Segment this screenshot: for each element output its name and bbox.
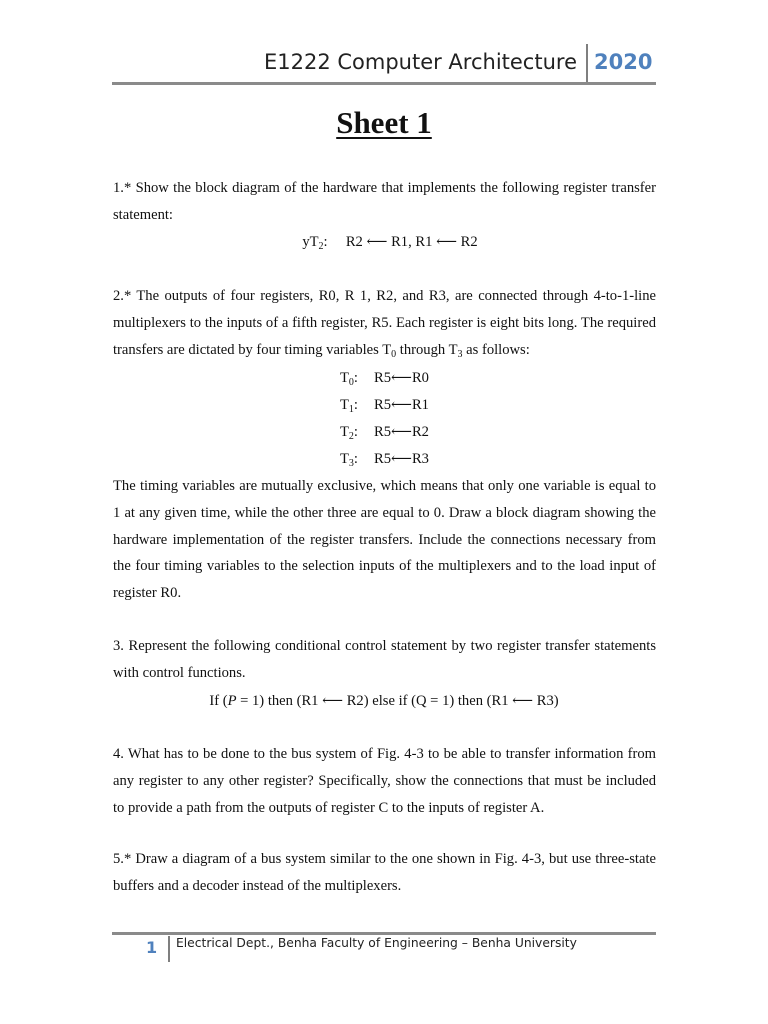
transfer-sub: 2 [348,431,354,442]
course-year: 2020 [594,50,653,74]
cond-rest: = 1) then (R1 ⟵ R2) else if (Q = 1) then (R1 ⟵ R3) [236,693,559,709]
sheet-title: Sheet 1 [336,105,432,140]
course-title: E1222 Computer Architecture [263,50,577,74]
transfer-var: T [340,397,349,413]
question-5-text: 5.* Draw a diagram of a bus system similar to the one shown in Fig. 4-3, but use three-state buffers and a decoder instead of the multiplexers. [113,851,656,894]
q2-var-b-sub: 3 [457,348,463,360]
transfer-t3: $T_3$: R5⟵R3 [340,451,429,469]
transfer-sub: 1 [348,404,354,415]
q2-intro-mid: through [396,341,449,358]
footer-rule [112,932,656,935]
transfer-t0: $T_0$: R5⟵R0 [340,370,429,388]
equation-prefix: yT [302,234,319,250]
footer-divider [168,936,170,962]
question-3-condition [0,688,768,714]
transfer-var: T [340,451,349,467]
q2-var-a-sub: 0 [391,348,397,360]
header-rule [112,82,656,85]
q2-var-b: T [448,341,458,358]
q2-intro-a: 2.* The outputs of four registers, R0, R 1, R2, and R3, are connected through 4-to-1-line multiplexers to the inputs of a fifth register, R5. Each register is eight bits long. The required transfers are dictated by four timing variables [113,288,656,358]
q2-intro-end: as follows: [462,341,530,358]
question-1-text: 1.* Show the block diagram of the hardware that implements the following register transfer statement: [113,180,656,223]
question-2-intro [113,283,656,363]
transfer-var: T [340,424,349,440]
q2-var-a: T [382,341,392,358]
page-number: 1 [146,938,158,957]
footer-affiliation: Electrical Dept., Benha Faculty of Engineering – Benha University [176,936,577,950]
cond-var: P [227,693,237,709]
transfer-statement: R5⟵R3 [374,451,429,467]
equation-body: : R2 ⟵ R1, R1 ⟵ R2 [323,234,478,250]
question-3-text: 3. Represent the following conditional control statement by two register transfer statements with control functions. [113,638,656,681]
equation-subscript: 2 [318,241,324,252]
transfer-var: T [340,370,349,386]
transfer-sub: 3 [348,458,354,469]
question-1-equation [0,229,768,255]
transfer-statement: R5⟵R2 [374,424,429,440]
cond-if: If ( [209,693,228,709]
transfer-statement: R5⟵R0 [374,370,429,386]
transfer-statement: R5⟵R1 [374,397,429,413]
transfer-t2: $T_2$: R5⟵R2 [340,424,429,442]
question-4-text: 4. What has to be done to the bus system of Fig. 4-3 to be able to transfer information from any register to any other register? Specifically, show the connections that must be included to provide a path from the outputs of register C to the inputs of register A. [113,746,656,816]
transfer-t1: $T_1$: R5⟵R1 [340,397,429,415]
header-divider [586,44,588,82]
question-2-after: The timing variables are mutually exclusive, which means that only one variable is equal to 1 at any given time, while the other three are equal to 0. Draw a block diagram showing the hardware implementation of the register transfers. Include the connections necessary from the four timing variables to the selection inputs of the multiplexers and to the load input of register R0. [113,478,656,602]
transfer-sub: 0 [348,377,354,388]
